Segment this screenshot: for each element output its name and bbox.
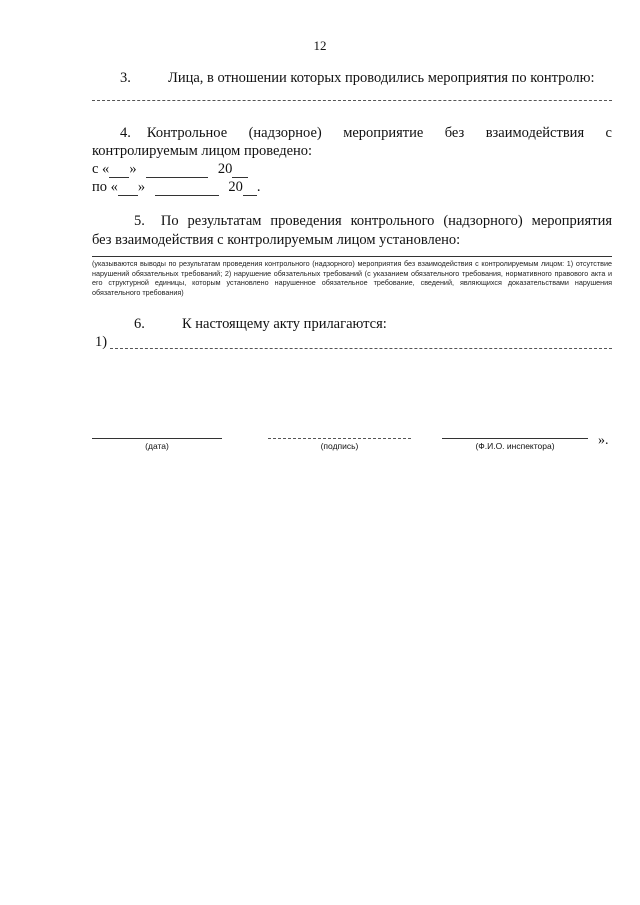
year-to-blank[interactable] [243,181,257,196]
year-to-prefix: 20 [228,179,243,195]
date-to-end-dot: . [256,179,261,195]
item-3-fill-line [92,100,612,101]
item-5-number: 5. [134,213,145,229]
item-5-text-line-1: По результатам проведения контрольного (надзорного) мероприятия [160,213,612,229]
day-from-blank[interactable] [109,163,129,178]
date-to-prefix: по « [92,179,118,195]
item-3 [120,69,595,87]
item-3-number: 3. [120,70,131,86]
closing-quote: ». [598,433,609,448]
item-5-line-2: без взаимодействия с контролируемым лицом установлено: [92,232,461,248]
item-4-text-line-1: Контрольное (надзорное) мероприятие без взаимодействия с [146,125,612,141]
date-from-line [92,160,248,178]
date-to-close-quote: » [137,179,146,195]
item-5-fill-line [92,256,612,257]
day-to-blank[interactable] [118,181,138,196]
item-4-line-1 [92,124,612,142]
year-from-blank[interactable] [232,163,248,178]
sign-caption: (подпись) [320,441,359,451]
month-to-blank[interactable] [155,181,219,196]
date-signature-line[interactable] [92,438,222,439]
date-from-close-quote: » [129,161,137,177]
page-number: 12 [313,38,327,53]
year-from-prefix: 20 [217,161,233,177]
item-6 [120,315,387,333]
date-to-line [92,178,261,196]
name-signature-line[interactable] [442,438,588,439]
month-from-blank[interactable] [146,163,208,178]
sign-signature-line[interactable] [268,438,411,439]
attachment-1-line[interactable] [110,348,612,349]
item-3-text: Лица, в отношении которых проводились мероприятия по контролю: [168,70,595,86]
date-caption: (дата) [145,441,169,451]
name-caption: (Ф.И.О. инспектора) [475,441,555,451]
item-4-line-2: контролируемым лицом проведено: [92,143,313,159]
item-6-text: К настоящему акту прилагаются: [182,316,387,332]
item-5-line-1 [92,212,612,230]
item-5-note: (указываются выводы по результатам проведения контрольного (надзорного) мероприятия без взаимодействия с контролируемым лицом: 1) отсутствие нарушений обязательных требований; 2) нарушение обязательных требований (с указанием обязательного требования, нормативного правового акта и его структурной единицы, которым установлено нарушенное обязательное требование, сведений, являющихся доказательствами нарушения обязательного требования) [92,259,612,297]
item-6-number: 6. [134,316,145,332]
item-4-number: 4. [120,125,131,141]
date-from-prefix: с « [92,161,110,177]
attachment-1-label: 1) [95,334,108,350]
